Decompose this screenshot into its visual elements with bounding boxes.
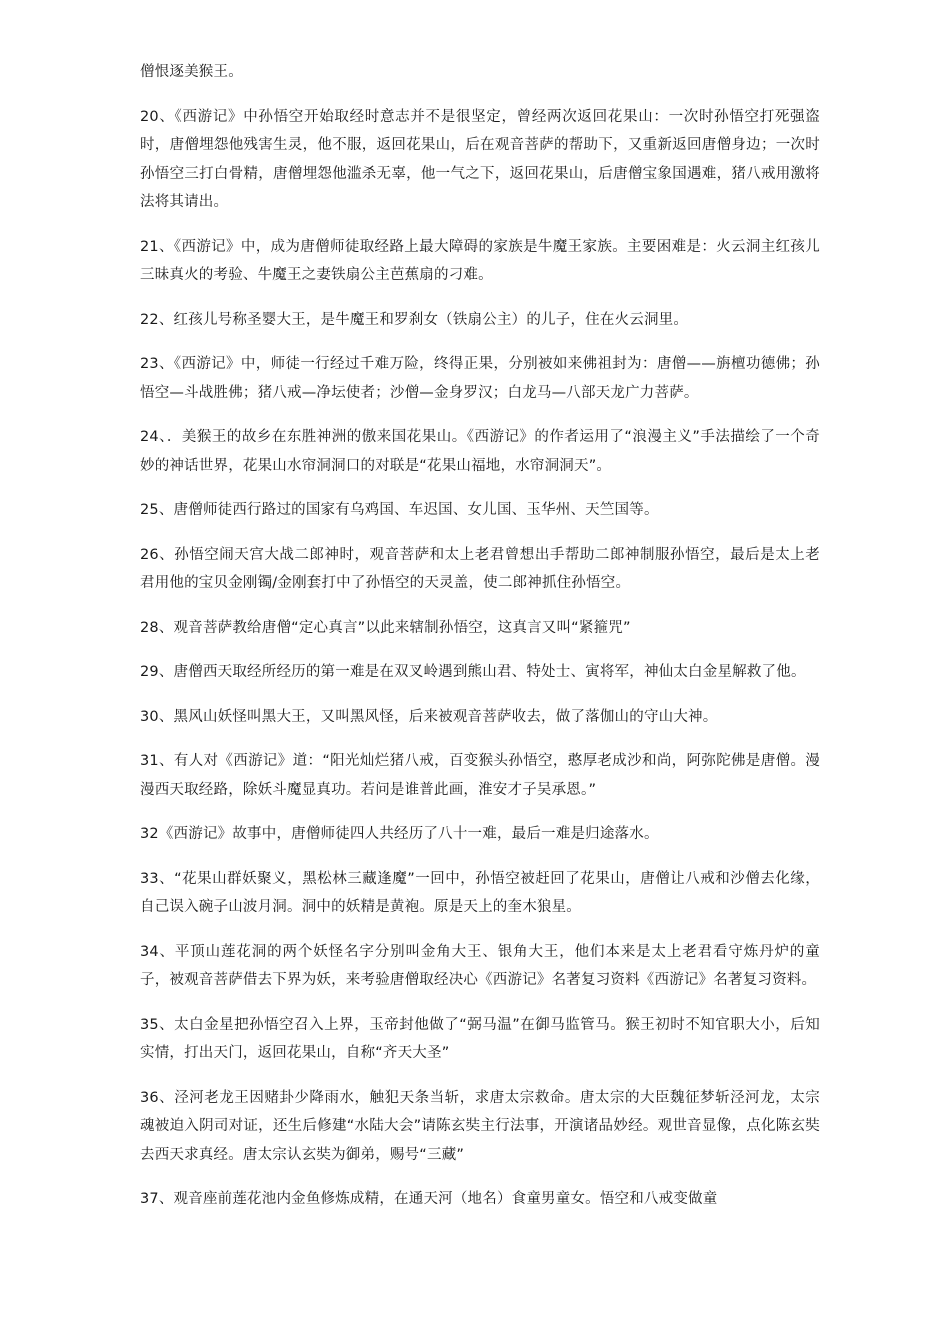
paragraph-item-30: 30、黑风山妖怪叫黑大王，又叫黑风怪，后来被观音菩萨收去，做了落伽山的守山大神。 <box>140 708 718 725</box>
paragraph-item-26: 26、孙悟空闹天宫大战二郎神时，观音菩萨和太上老君曾想出手帮助二郎神制服孙悟空，最后是太上老君用他的宝贝金刚镯/金刚套打中了孙悟空的天灵盖，使二郎神抓住孙悟空。 <box>140 546 820 591</box>
paragraph-item-25: 25、唐僧师徒西行路过的国家有乌鸡国、车迟国、女儿国、玉华州、天竺国等。 <box>140 502 659 518</box>
paragraph-item-37: 37、观音座前莲花池内金鱼修炼成精，在通天河（地名）食童男童女。悟空和八戒变做童 <box>140 1191 718 1207</box>
paragraph-item-35: 35、太白金星把孙悟空召入上界，玉帝封他做了“弼马温”在御马监管马。猴王初时不知官职大小，后知实情，打出天门，返回花果山，自称“齐天大圣” <box>140 1016 820 1061</box>
paragraph-item-24: 24、．美猴王的故乡在东胜神洲的傲来国花果山。《西游记》的作者运用了“浪漫主义”手法描绘了一个奇妙的神话世界，花果山水帘洞洞口的对联是“花果山福地，水帘洞洞天”。 <box>140 429 820 474</box>
paragraph-item-36: 36、泾河老龙王因赌卦少降雨水，触犯天条当斩，求唐太宗救命。唐太宗的大臣魏征梦斩泾河龙，太宗魂被迫入阴司对证，还生后修建“水陆大会”请陈玄奘主行法事，开演诸品妙经。观世音显像，点化陈玄奘去西天求真经。唐太宗认玄奘为御弟，赐号“三藏” <box>140 1089 820 1163</box>
paragraph-item-31: 31、有人对《西游记》道：“阳光灿烂猪八戒，百变猴头孙悟空，憨厚老成沙和尚，阿弥陀佛是唐僧。漫漫西天取经路，除妖斗魔显真功。若问是谁普此画，淮安才子吴承恩。” <box>140 753 820 798</box>
paragraph-item-20: 20、《西游记》中孙悟空开始取经时意志并不是很坚定，曾经两次返回花果山：一次时孙悟空打死强盗时，唐僧埋怨他残害生灵，他不服，返回花果山，后在观音菩萨的帮助下，又重新返回唐僧身边；一次时孙悟空三打白骨精，唐僧埋怨他滥杀无辜，他一气之下，返回花果山，后唐僧宝象国遇难，猪八戒用激将法将其请出。 <box>140 108 820 210</box>
paragraph-continuation: 僧恨逐美猴王。 <box>140 64 243 80</box>
paragraph-item-32: 32《西游记》故事中，唐僧师徒四人共经历了八十一难，最后一难是归途落水。 <box>140 826 659 842</box>
paragraph-item-21: 21、《西游记》中，成为唐僧师徒取经路上最大障碍的家族是牛魔王家族。主要困难是：火云洞主红孩儿三昧真火的考验、牛魔王之妻铁扇公主芭蕉扇的刁难。 <box>140 238 820 283</box>
paragraph-item-33: 33、“花果山群妖聚义，黑松林三藏逢魔”一回中，孙悟空被赶回了花果山，唐僧让八戒和沙僧去化缘，自己误入碗子山波月洞。洞中的妖精是黄袍。原是天上的奎木狼星。 <box>140 870 820 915</box>
paragraph-item-29: 29、唐僧西天取经所经历的第一难是在双叉岭遇到熊山君、特处士、寅将军，神仙太白金星解救了他。 <box>140 664 806 680</box>
paragraph-item-34: 34、平顶山莲花洞的两个妖怪名字分别叫金角大王、银角大王，他们本来是太上老君看守炼丹炉的童子，被观音菩萨借去下界为妖，来考验唐僧取经决心《西游记》名著复习资料《西游记》名著复习资料。 <box>140 943 820 988</box>
paragraph-item-22: 22、红孩儿号称圣婴大王，是牛魔王和罗刹女（铁扇公主）的儿子，住在火云洞里。 <box>140 311 689 328</box>
paragraph-item-28: 28、观音菩萨教给唐僧“定心真言”以此来辖制孙悟空，这真言又叫“紧箍咒” <box>140 619 631 636</box>
paragraph-item-23: 23、《西游记》中，师徒一行经过千难万险，终得正果，分别被如来佛祖封为：唐僧——旃檀功德佛；孙悟空—斗战胜佛；猪八戒—净坛使者；沙僧—金身罗汉；白龙马—八部天龙广力菩萨。 <box>140 356 820 401</box>
